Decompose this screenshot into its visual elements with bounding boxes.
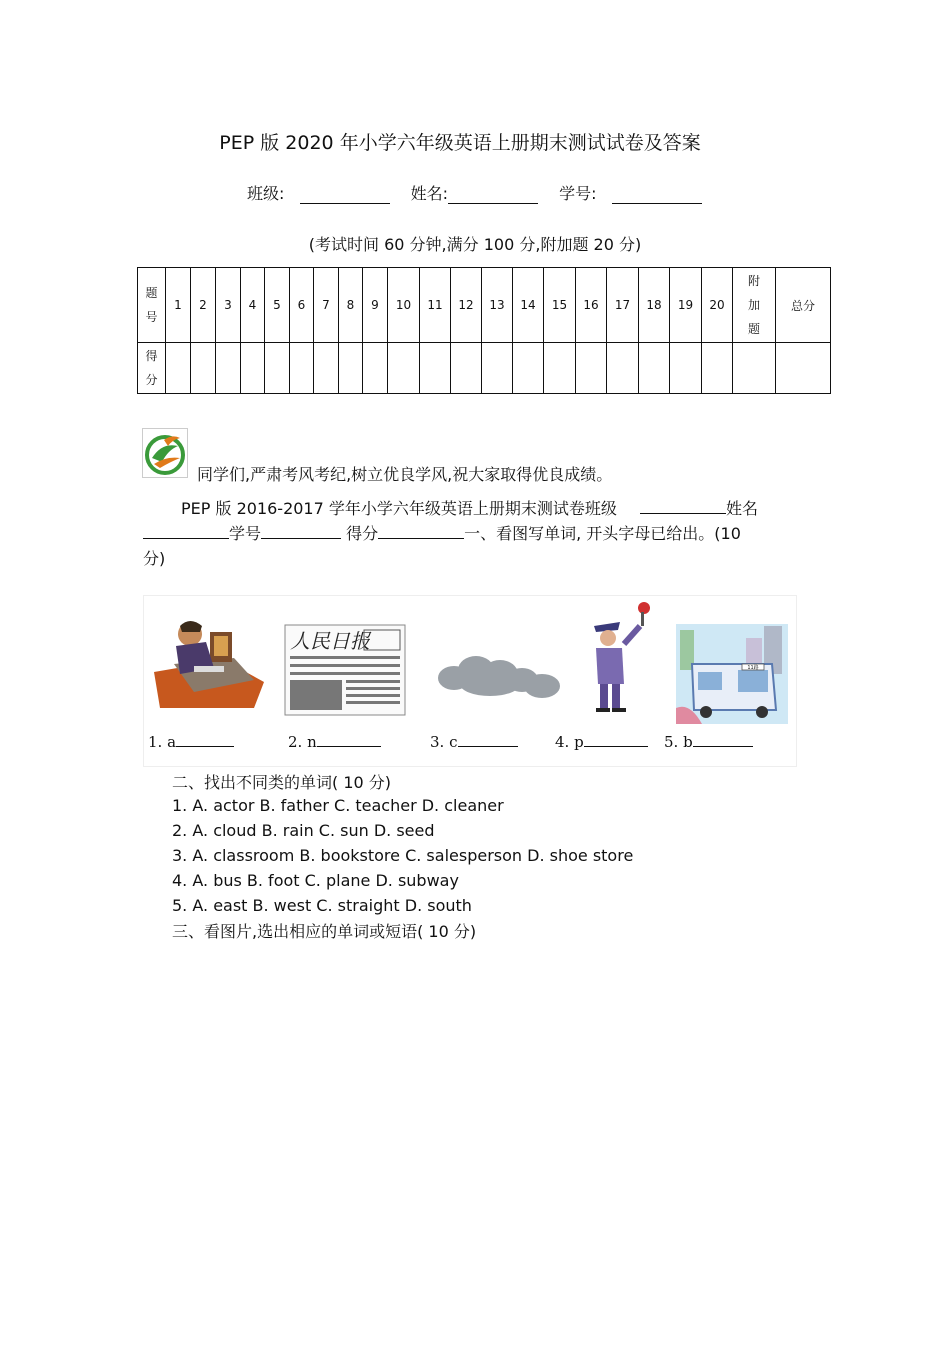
motto-text: 同学们,严肃考风考纪,树立优良学风,祝大家取得优良成绩。 bbox=[197, 465, 613, 484]
column-header: 3 bbox=[216, 268, 241, 343]
bonus-header: 附 加 题 bbox=[733, 268, 776, 343]
intro-line-1: PEP 版 2016-2017 学年小学六年级英语上册期末测试卷班级 姓名 bbox=[181, 499, 758, 518]
bus-icon bbox=[676, 624, 788, 724]
score-cell[interactable] bbox=[191, 343, 216, 394]
score-cell[interactable] bbox=[544, 343, 576, 394]
column-header: 20 bbox=[702, 268, 733, 343]
picture-label-2: 2. n bbox=[288, 732, 381, 751]
column-header: 2 bbox=[191, 268, 216, 343]
picture-label-1: 1. a bbox=[148, 732, 234, 751]
score-cell[interactable] bbox=[420, 343, 451, 394]
class-blank bbox=[640, 497, 726, 514]
score-cell[interactable] bbox=[513, 343, 544, 394]
score-cell[interactable] bbox=[339, 343, 363, 394]
column-header: 8 bbox=[339, 268, 363, 343]
score-cell[interactable] bbox=[388, 343, 420, 394]
column-header: 12 bbox=[451, 268, 482, 343]
column-header: 1 bbox=[166, 268, 191, 343]
picture-label-3: 3. c bbox=[430, 732, 518, 751]
newspaper-icon bbox=[284, 624, 406, 716]
exam-note: (考试时间 60 分钟,满分 100 分,附加题 20 分) bbox=[308, 235, 642, 254]
score-cell[interactable] bbox=[733, 343, 776, 394]
picture-label-4: 4. p bbox=[555, 732, 648, 751]
document-title: PEP 版 2020 年小学六年级英语上册期末测试试卷及答案 bbox=[219, 132, 701, 154]
score-table-score-row bbox=[138, 343, 831, 394]
score-cell[interactable] bbox=[482, 343, 513, 394]
column-header: 5 bbox=[265, 268, 290, 343]
score-cell[interactable] bbox=[576, 343, 607, 394]
column-header: 4 bbox=[241, 268, 265, 343]
score-table bbox=[137, 267, 831, 394]
column-header: 18 bbox=[639, 268, 670, 343]
column-header: 19 bbox=[670, 268, 702, 343]
column-header: 17 bbox=[607, 268, 639, 343]
score-cell[interactable] bbox=[451, 343, 482, 394]
bus-route-sign: 11路 bbox=[747, 665, 759, 671]
worker-icon bbox=[154, 612, 266, 712]
picture-label-5: 5. b bbox=[664, 732, 753, 751]
column-header: 10 bbox=[388, 268, 420, 343]
score-cell[interactable] bbox=[702, 343, 733, 394]
question-number-header: 题 号 bbox=[138, 268, 166, 343]
number-blank bbox=[261, 522, 341, 539]
score-cell[interactable] bbox=[166, 343, 191, 394]
score-blank bbox=[378, 522, 464, 539]
student-info-line bbox=[247, 181, 702, 204]
intro-line-2: 学号 得分 一、看图写单词, 开头字母已给出。(10 bbox=[143, 521, 823, 546]
column-header: 11 bbox=[420, 268, 451, 343]
section-2-item-1: 1. A. actor B. father C. teacher D. cleaner bbox=[172, 796, 504, 815]
column-header: 7 bbox=[314, 268, 339, 343]
score-cell[interactable] bbox=[241, 343, 265, 394]
school-logo-icon bbox=[142, 428, 188, 478]
column-header: 6 bbox=[290, 268, 314, 343]
number-label: 学号: bbox=[559, 184, 597, 203]
name-blank bbox=[448, 185, 538, 204]
score-cell[interactable] bbox=[639, 343, 670, 394]
score-table-header-row bbox=[138, 268, 831, 343]
intro-line-3: 分) bbox=[143, 549, 166, 568]
score-cell[interactable] bbox=[670, 343, 702, 394]
class-blank bbox=[300, 185, 390, 204]
score-cell[interactable] bbox=[290, 343, 314, 394]
number-blank bbox=[612, 185, 702, 204]
section-2-item-5: 5. A. east B. west C. straight D. south bbox=[172, 896, 472, 915]
section-2-item-2: 2. A. cloud B. rain C. sun D. seed bbox=[172, 821, 435, 840]
section-3-heading: 三、看图片,选出相应的单词或短语( 10 分) bbox=[172, 922, 477, 941]
score-cell[interactable] bbox=[776, 343, 831, 394]
total-header: 总分 bbox=[776, 268, 831, 343]
intro-paragraph bbox=[143, 496, 823, 571]
score-cell[interactable] bbox=[363, 343, 388, 394]
section-2-heading: 二、找出不同类的单词( 10 分) bbox=[172, 773, 392, 792]
column-header: 14 bbox=[513, 268, 544, 343]
column-header: 16 bbox=[576, 268, 607, 343]
score-row-header: 得 分 bbox=[138, 343, 166, 394]
score-cell[interactable] bbox=[265, 343, 290, 394]
cloud-icon bbox=[434, 646, 564, 706]
name-blank bbox=[143, 522, 229, 539]
name-label: 姓名: bbox=[410, 184, 448, 203]
score-cell[interactable] bbox=[607, 343, 639, 394]
section-2-item-4: 4. A. bus B. foot C. plane D. subway bbox=[172, 871, 459, 890]
score-cell[interactable] bbox=[314, 343, 339, 394]
policeman-icon bbox=[584, 598, 654, 716]
section-2-item-3: 3. A. classroom B. bookstore C. salesperson D. shoe store bbox=[172, 846, 634, 865]
newspaper-masthead: 人民日报 bbox=[290, 629, 370, 653]
score-cell[interactable] bbox=[216, 343, 241, 394]
class-label: 班级: bbox=[247, 184, 285, 203]
column-header: 9 bbox=[363, 268, 388, 343]
column-header: 15 bbox=[544, 268, 576, 343]
column-header: 13 bbox=[482, 268, 513, 343]
picture-strip bbox=[143, 595, 797, 767]
